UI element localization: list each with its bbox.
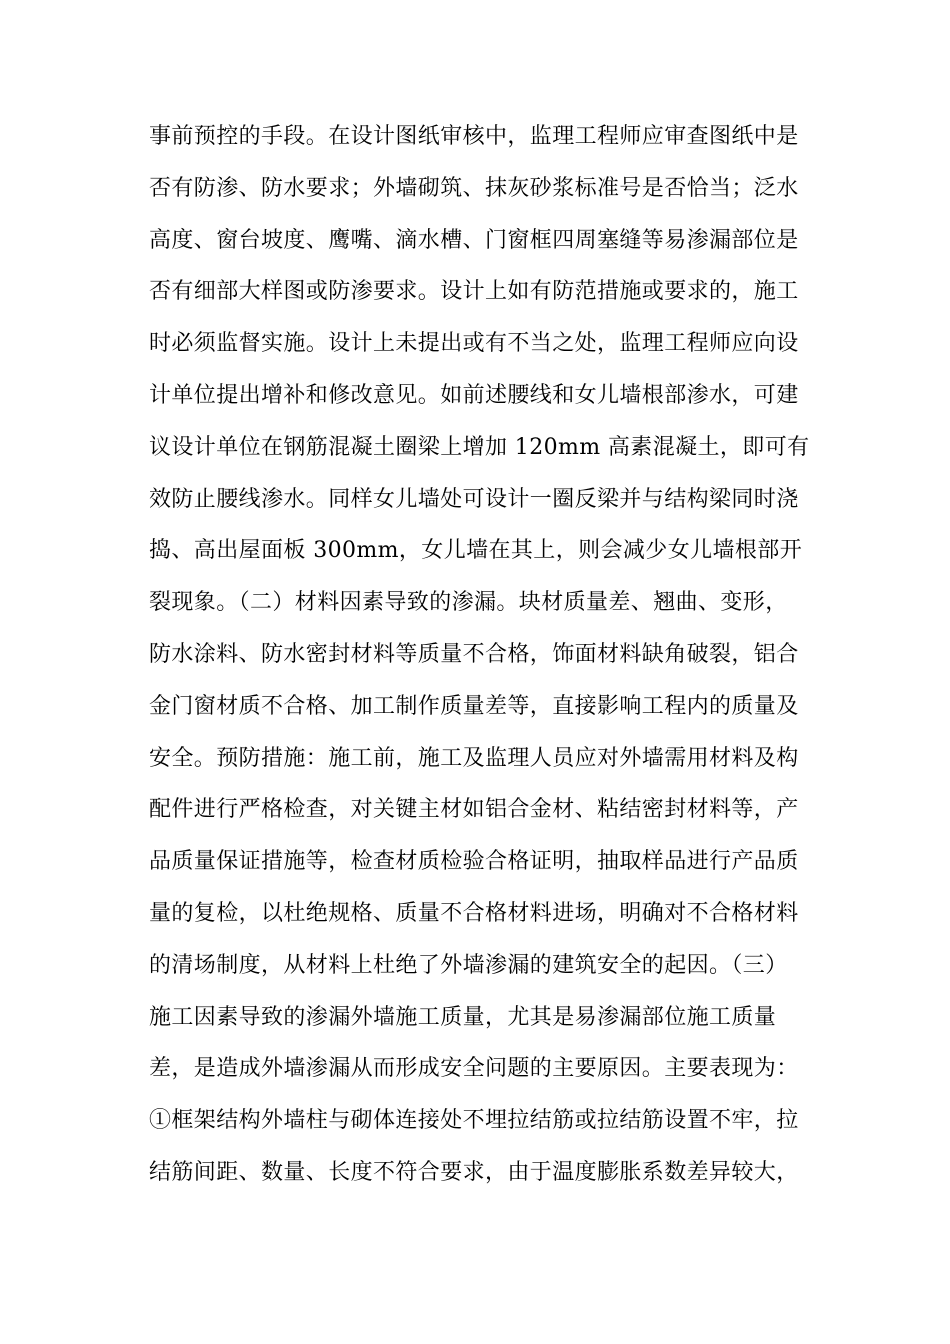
- text-line: 议设计单位在钢筋混凝土圈梁上增加 120mm 高素混凝土，即可有: [149, 434, 810, 460]
- text-line: 事前预控的手段。在设计图纸审核中，监理工程师应审查图纸中是: [149, 124, 799, 149]
- text-line: 否有防渗、防水要求；外墙砌筑、抹灰砂浆标准号是否恰当；泛水: [149, 175, 799, 201]
- text-line: 否有细部大样图或防渗要求。设计上如有防范措施或要求的，施工: [149, 279, 799, 305]
- text-line: 的清场制度，从材料上杜绝了外墙渗漏的建筑安全的起因。（三）: [149, 952, 788, 978]
- text-line: 安全。预防措施：施工前，施工及监理人员应对外墙需用材料及构: [149, 745, 799, 771]
- text-line: 时必须监督实施。设计上未提出或有不当之处，监理工程师应向设: [149, 331, 799, 357]
- text-line: 效防止腰线渗水。同样女儿墙处可设计一圈反梁并与结构梁同时浇: [149, 486, 799, 512]
- text-line: ①框架结构外墙柱与砌体连接处不埋拉结筋或拉结筋设置不牢，拉: [149, 1108, 799, 1134]
- text-line: 配件进行严格检查，对关键主材如铝合金材、粘结密封材料等，产: [149, 797, 799, 823]
- text-line: 结筋间距、数量、长度不符合要求，由于温度膨胀系数差异较大，: [149, 1159, 799, 1185]
- text-line: 裂现象。（二）材料因素导致的渗漏。块材质量差、翘曲、变形，: [149, 590, 788, 616]
- text-line: 差，是造成外墙渗漏从而形成安全问题的主要原因。主要表现为：: [149, 1056, 799, 1082]
- text-line: 量的复检，以杜绝规格、质量不合格材料进场，明确对不合格材料: [149, 900, 799, 926]
- text-line: 品质量保证措施等，检查材质检验合格证明，抽取样品进行产品质: [149, 849, 799, 875]
- text-line: 计单位提出增补和修改意见。如前述腰线和女儿墙根部渗水，可建: [149, 382, 799, 408]
- body-text: [149, 117, 809, 1205]
- text-line: 施工因素导致的渗漏外墙施工质量，尤其是易渗漏部位施工质量: [149, 1004, 777, 1030]
- text-line: 金门窗材质不合格、加工制作质量差等，直接影响工程内的质量及: [149, 693, 799, 719]
- text-line: 捣、高出屋面板 300mm，女儿墙在其上，则会减少女儿墙根部开: [149, 538, 803, 564]
- text-line: 防水涂料、防水密封材料等质量不合格，饰面材料缺角破裂，铝合: [149, 641, 799, 667]
- text-line: 高度、窗台坡度、鹰嘴、滴水槽、门窗框四周塞缝等易渗漏部位是: [149, 227, 799, 253]
